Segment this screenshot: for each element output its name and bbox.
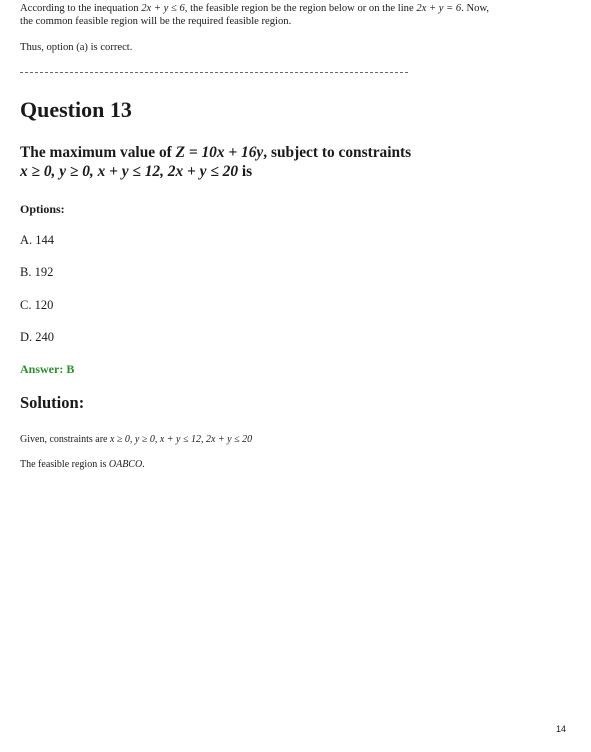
question-title: Question 13 [20, 97, 132, 122]
conclusion-text: Thus, option (a) is correct. [20, 42, 133, 53]
stem-text-1: The maximum value of [20, 144, 176, 161]
intro-paragraph [20, 2, 570, 28]
intro-text-4: the common feasible region will be the required feasible region. [20, 16, 292, 27]
region-text-end: . [142, 459, 145, 470]
intro-text-2: , the feasible region be the region below or on the line [184, 3, 417, 14]
feasible-region-text [20, 459, 145, 470]
option-b: B. 192 [20, 265, 54, 279]
solution-title: Solution: [20, 393, 85, 412]
question-stem [20, 143, 520, 181]
page-number: 14 [556, 724, 567, 734]
options-label: Options: [20, 202, 65, 216]
option-a: A. 144 [20, 233, 55, 247]
stem-text-2: , subject to constraints [263, 144, 412, 161]
option-c: C. 120 [20, 298, 54, 312]
region-name-math: OABCO [108, 459, 143, 470]
given-constraints-math: x ≥ 0, y ≥ 0, x + y ≤ 12, 2x + y ≤ 20 [109, 434, 253, 445]
region-text: The feasible region is [20, 459, 109, 470]
inequation-math: 2x + y ≤ 6 [141, 3, 185, 14]
answer-text: Answer: B [20, 362, 75, 376]
line-equation-math: 2x + y = 6 [416, 3, 462, 14]
section-divider [20, 72, 408, 73]
intro-text-1: According to the inequation [20, 3, 142, 14]
objective-function-math: Z = 10x + 16y [175, 144, 264, 161]
intro-text-3: . Now, [461, 3, 490, 14]
constraints-math: x ≥ 0, y ≥ 0, x + y ≤ 12, 2x + y ≤ 20 [20, 163, 239, 180]
stem-text-3: is [238, 163, 253, 180]
given-text: Given, constraints are [20, 434, 110, 445]
given-constraints [20, 434, 252, 445]
option-d: D. 240 [20, 330, 55, 344]
